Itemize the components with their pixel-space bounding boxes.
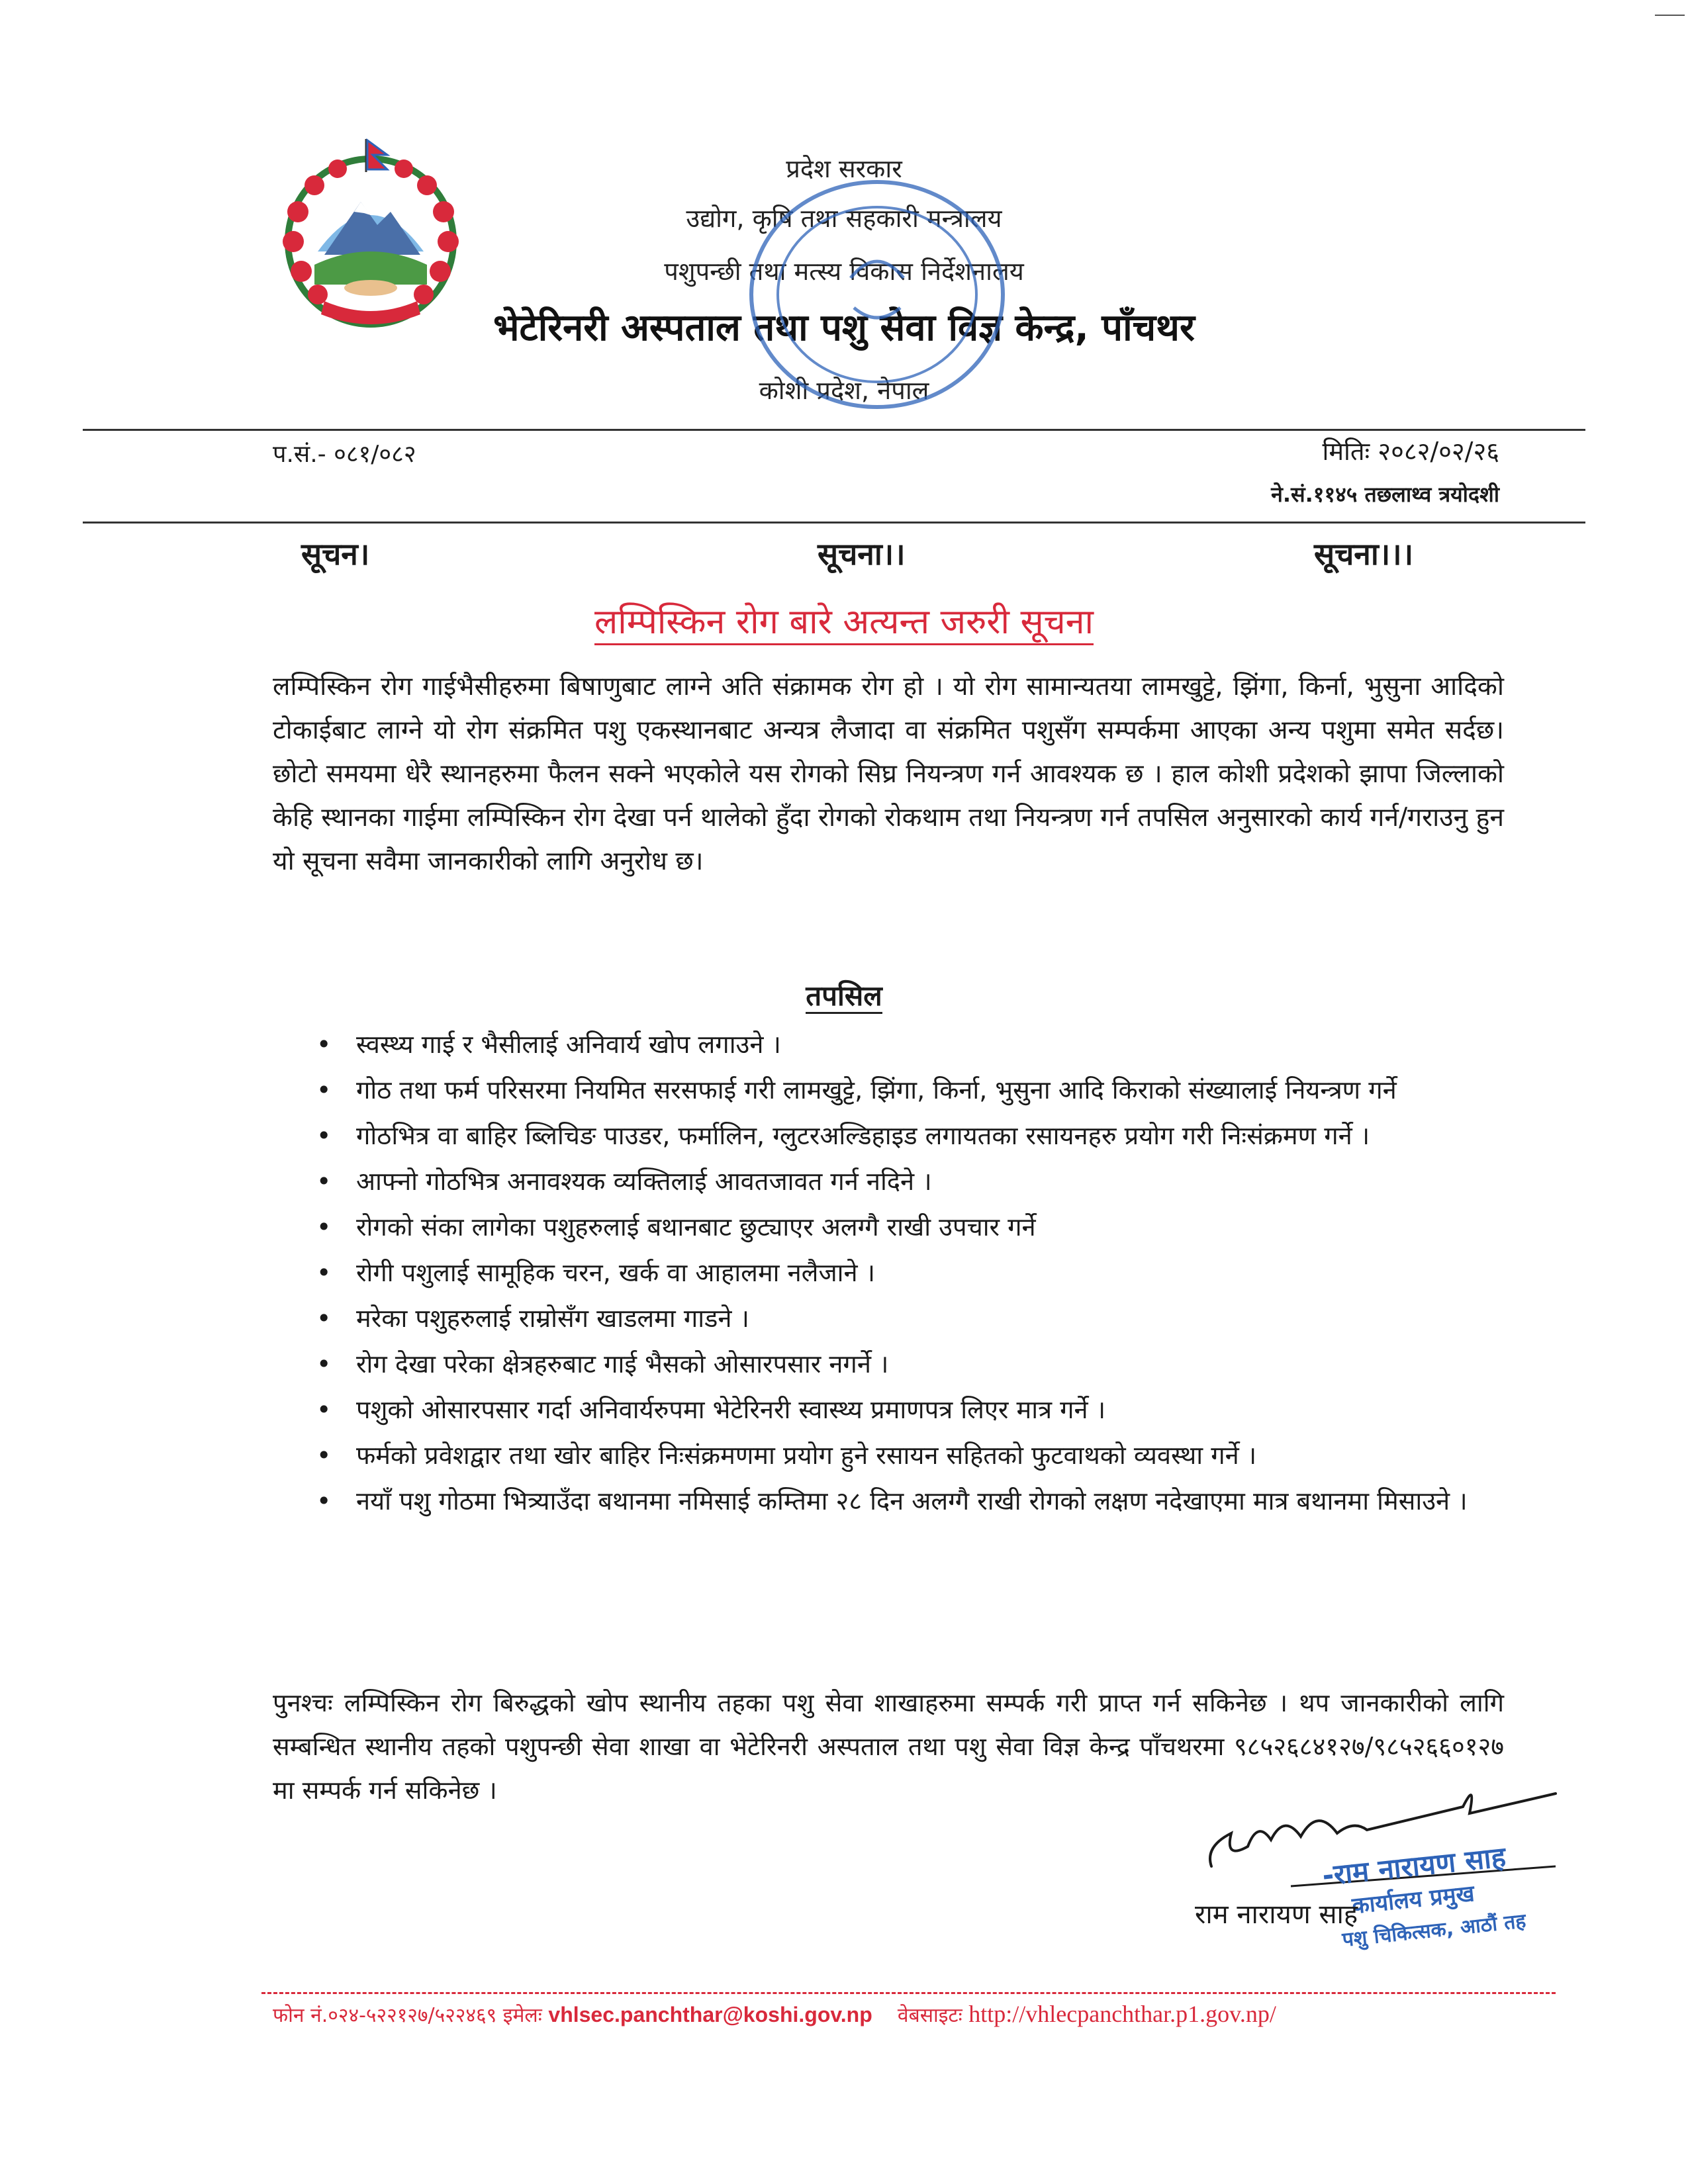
list-item: • फर्मको प्रवेशद्वार तथा खोर बाहिर निःसंक्रमणमा प्रयोग हुने रसायन सहितको फुटवाथको व्यवस्था गर्ने ।	[316, 1433, 1508, 1477]
header-address: कोशी प्रदेश, नेपाल	[759, 376, 929, 405]
list-item: • रोगको संका लागेका पशुहरुलाई बथानबाट छुट्याएर अलग्गै राखी उपचार गर्ने	[316, 1205, 1508, 1249]
scan-corner-mark	[1655, 15, 1685, 16]
footer-divider	[261, 1992, 1556, 1994]
reference-number: प.सं.- ०८१/०८२	[273, 441, 416, 468]
footer-contact	[273, 2000, 1550, 2028]
tapasil-heading	[0, 976, 1688, 1014]
header-divider-bottom	[83, 522, 1585, 523]
header-office-name: भेटेरिनरी अस्पताल तथा पशु सेवा विज्ञ केन्द्र, पाँचथर	[493, 306, 1195, 349]
date: मितिः २०८२/०२/२६	[1322, 437, 1499, 466]
header-province-government: प्रदेश सरकार	[786, 154, 902, 183]
footer-email[interactable]: vhlsec.panchthar@koshi.gov.np	[548, 2003, 872, 2026]
list-item: • रोग देखा परेका क्षेत्रहरुबाट गाई भैसको ओसारपसार नगर्ने ।	[316, 1342, 1508, 1386]
instruction-list	[316, 1023, 1508, 1525]
notice-label-3: सूचना।।।	[1314, 536, 1414, 572]
notice-label-2: सूचना।।	[818, 536, 906, 572]
header-divider-top	[83, 429, 1585, 431]
tapasil-heading-text: तपसिल	[806, 979, 882, 1014]
footer-email-label: इमेलः	[502, 2004, 542, 2027]
footer-website-label: वेबसाइटः	[897, 2004, 962, 2027]
intro-paragraph: लम्पिस्किन रोग गाईभैसीहरुमा बिषाणुबाट लाग्ने अति संक्रामक रोग हो । यो रोग सामान्यतया लामखुट्टे, झिंगा, किर्ना, भुसुना आदिको टोकाईबाट लाग्ने यो रोग संक्रमित पशु एकस्थानबाट अन्यत्र लैजादा वा संक्रमित पशुसँग सम्पर्कमा आएका अन्य पशुमा समेत सर्दछ। छोटो समयमा धेरै स्थानहरुमा फैलन सक्ने भएकोले यस रोगको सिघ्र नियन्त्रण गर्न आवश्यक छ । हाल कोशी प्रदेशको झापा जिल्लाको केहि स्थानका गाईमा लम्पिस्किन रोग देखा पर्न थालेको हुँदा रोगको रोकथाम तथा नियन्त्रण गर्न तपसिल अनुसारको कार्य गर्न/गराउनु हुन यो सूचना सवैमा जानकारीको लागि अनुरोध छ।	[273, 672, 1504, 876]
list-item: • गोठ तथा फर्म परिसरमा नियमित सरसफाई गरी लामखुट्टे, झिंगा, किर्ना, भुसुना आदि किराको संख्यालाई नियन्त्रण गर्ने	[316, 1068, 1508, 1112]
footer-website[interactable]: http://vhlecpanchthar.p1.gov.np/	[968, 2001, 1276, 2027]
office-stamp	[738, 165, 1016, 424]
stamp-title: कार्यालय प्रमुख	[1350, 1880, 1476, 1920]
notice-label-1: सूचन।	[301, 536, 370, 572]
list-item: • पशुको ओसारपसार गर्दा अनिवार्यरुपमा भेटेरिनरी स्वास्थ्य प्रमाणपत्र लिएर मात्र गर्ने ।	[316, 1388, 1508, 1432]
notice-title	[0, 597, 1688, 644]
stamp-name: -राम नारायण साह	[1321, 1840, 1507, 1892]
footer-phone: फोन नं.०२४-५२२१२७/५२२४६९	[273, 2004, 497, 2027]
list-item: • रोगी पशुलाई सामूहिक चरन, खर्क वा आहालमा नलैजाने ।	[316, 1251, 1508, 1295]
notice-title-text: लम्पिस्किन रोग बारे अत्यन्त जरुरी सूचना	[594, 602, 1094, 645]
list-item: • गोठभित्र वा बाहिर ब्लिचिङ पाउडर, फर्मालिन, ग्लुटरअल्डिहाइड लगायतका रसायनहरु प्रयोग गरी निःसंक्रमण गर्ने ।	[316, 1114, 1508, 1158]
stamp-rank: पशु चिकित्सक, आठौं तह	[1341, 1909, 1527, 1952]
signatory-name: राम नारायण साह	[1195, 1899, 1358, 1930]
list-item: • नयाँ पशु गोठमा भित्र्याउँदा बथानमा नमिसाई कम्तिमा २८ दिन अलग्गै राखी रोगको लक्षण नदेखाएमा मात्र बथानमा मिसाउने ।	[316, 1479, 1508, 1523]
nepal-sambat-date: ने.सं.११४५ तछलाथ्व त्रयोदशी	[1271, 482, 1499, 507]
postscript-paragraph: पुनश्चः लम्पिस्किन रोग बिरुद्धको खोप स्थानीय तहका पशु सेवा शाखाहरुमा सम्पर्क गरी प्राप्त गर्न सकिनेछ । थप जानकारीको लागि सम्बन्धित स्थानीय तहको पशुपन्छी सेवा शाखा वा भेटेरिनरी अस्पताल तथा पशु सेवा विज्ञ केन्द्र पाँचथरमा ९८५२६८४१२७/९८५२६६०१२७ मा सम्पर्क गर्न सकिनेछ ।	[273, 1688, 1504, 1805]
header-directorate: पशुपन्छी तथा मत्स्य विकास निर्देशनालय	[664, 257, 1024, 286]
list-item: • मरेका पशुहरुलाई राम्रोसँग खाडलमा गाडने ।	[316, 1297, 1508, 1340]
header-ministry: उद्योग, कृषि तथा सहकारी मन्त्रालय	[686, 204, 1002, 233]
list-item: • स्वस्थ्य गाई र भैसीलाई अनिवार्य खोप लगाउने ।	[316, 1023, 1508, 1066]
list-item: • आफ्नो गोठभित्र अनावश्यक व्यक्तिलाई आवतजावत गर्न नदिने ।	[316, 1160, 1508, 1203]
